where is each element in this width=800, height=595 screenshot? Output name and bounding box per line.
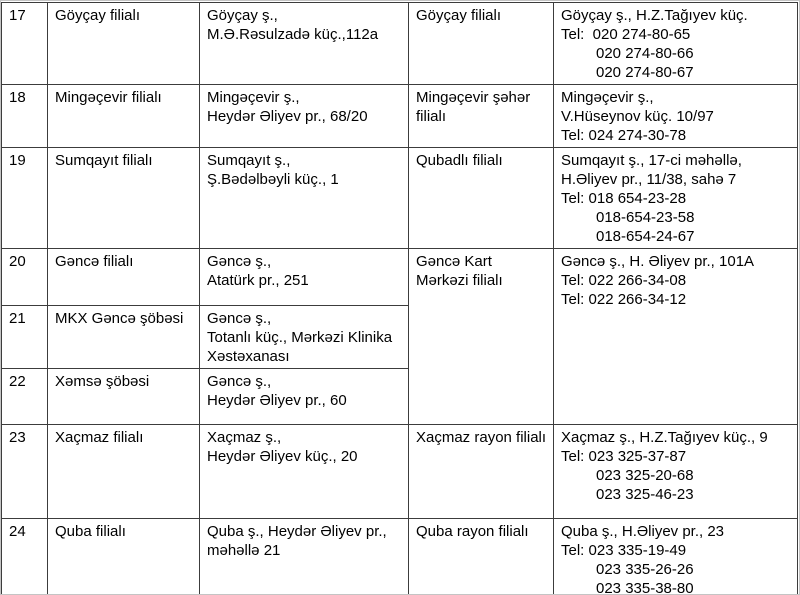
branch-name: Göyçay filialı [55, 7, 141, 24]
branch-address-cell [200, 85, 409, 148]
table-row [2, 249, 798, 306]
dept-branch-cell [409, 519, 554, 595]
tel-line: 018-654-23-58 [596, 209, 695, 226]
row-number-cell [2, 369, 48, 425]
tel-line: Tel: 018 654-23-28 [561, 190, 687, 207]
branch-address-cell [200, 519, 409, 595]
dept-contact-cell [554, 3, 798, 85]
table-row [2, 425, 798, 519]
table-row [2, 3, 798, 85]
address-line: Göyçay ş., [207, 7, 278, 24]
row-number-cell [2, 85, 48, 148]
tel-line: 023 335-26-26 [596, 561, 694, 578]
branch-name: Quba filialı [55, 523, 126, 540]
branch-directory-table [1, 2, 798, 595]
address-line: Heydər Əliyev küç., 20 [207, 448, 358, 465]
address-line: M.Ə.Rəsulzadə küç.,112a [207, 26, 379, 43]
address-line: Xaçmaz ş., [207, 429, 282, 446]
dept-branch-name: Xaçmaz rayon filialı [416, 429, 547, 446]
address-line: Gəncə ş., [207, 310, 272, 327]
row-number: 23 [9, 429, 26, 446]
address-line: məhəllə 21 [207, 542, 281, 559]
branch-name-cell [48, 519, 200, 595]
branch-name-cell [48, 249, 200, 306]
address-line: Quba ş., Heydər Əliyev pr., [207, 523, 387, 540]
row-number: 21 [9, 310, 26, 327]
row-number-cell [2, 3, 48, 85]
dept-branch-name: Göyçay filialı [416, 7, 502, 24]
dept-branch-name: Mərkəzi filialı [416, 272, 503, 289]
tel-line: Tel: 022 266-34-08 [561, 272, 687, 289]
branch-name: Gəncə filialı [55, 253, 134, 270]
dept-branch-cell-merged [409, 249, 554, 425]
branch-address-cell [200, 306, 409, 369]
address-line: Sumqayıt ş., [207, 152, 291, 169]
branch-name-cell [48, 148, 200, 249]
address-line: Atatürk pr., 251 [207, 272, 309, 289]
branch-name: MKX Gəncə şöbəsi [55, 310, 184, 327]
contact-address-line: Mingəçevir ş., [561, 89, 654, 106]
contact-address-line: Quba ş., H.Əliyev pr., 23 [561, 523, 725, 540]
contact-address-line: Xaçmaz ş., H.Z.Tağıyev küç., 9 [561, 429, 768, 446]
row-number: 19 [9, 152, 26, 169]
row-number: 18 [9, 89, 26, 106]
contact-address-line: Gəncə ş., H. Əliyev pr., 101A [561, 253, 755, 270]
row-number-cell [2, 249, 48, 306]
address-line: Xəstəxanası [207, 348, 290, 365]
dept-contact-cell [554, 425, 798, 519]
branch-address-cell [200, 3, 409, 85]
branch-name: Xəmsə şöbəsi [55, 373, 150, 390]
row-number-cell [2, 425, 48, 519]
tel-line: 023 335-38-80 [596, 580, 694, 595]
tel-line: 020 274-80-66 [596, 45, 694, 62]
address-line: Heydər Əliyev pr., 60 [207, 392, 347, 409]
tel-line: Tel: 024 274-30-78 [561, 127, 687, 144]
row-number: 20 [9, 253, 26, 270]
address-line: Gəncə ş., [207, 253, 272, 270]
row-number: 17 [9, 7, 26, 24]
dept-contact-cell-merged [554, 249, 798, 425]
tel-line: Tel: 020 274-80-65 [561, 26, 691, 43]
branch-name-cell [48, 3, 200, 85]
dept-branch-cell [409, 85, 554, 148]
table-row [2, 85, 798, 148]
branch-address-cell [200, 369, 409, 425]
row-number-cell [2, 519, 48, 595]
tel-line: Tel: 023 325-37-87 [561, 448, 687, 465]
table-row [2, 148, 798, 249]
branch-address-cell [200, 148, 409, 249]
row-number-cell [2, 148, 48, 249]
dept-branch-name: Qubadlı filialı [416, 152, 503, 169]
branch-name-cell [48, 369, 200, 425]
branch-name-cell [48, 85, 200, 148]
address-line: Totanlı küç., Mərkəzi Klinika [207, 329, 393, 346]
dept-branch-name: Mingəçevir şəhər [416, 89, 531, 106]
address-line: Mingəçevir ş., [207, 89, 300, 106]
tel-line: Tel: 022 266-34-12 [561, 291, 687, 308]
branch-name-cell [48, 425, 200, 519]
row-number-cell [2, 306, 48, 369]
dept-branch-cell [409, 148, 554, 249]
dept-branch-name: Quba rayon filialı [416, 523, 529, 540]
dept-branch-name: filialı [416, 108, 447, 125]
dept-branch-cell [409, 425, 554, 519]
address-line: Heydər Əliyev pr., 68/20 [207, 108, 368, 125]
contact-address-line: Sumqayıt ş., 17-ci məhəllə, [561, 152, 742, 169]
tel-line: 018-654-24-67 [596, 228, 695, 245]
dept-contact-cell [554, 85, 798, 148]
branch-address-cell [200, 425, 409, 519]
contact-address-line: Göyçay ş., H.Z.Tağıyev küç. [561, 7, 748, 24]
branch-name: Xaçmaz filialı [55, 429, 144, 446]
contact-address-line: V.Hüseynov küç. 10/97 [561, 108, 714, 125]
row-number: 22 [9, 373, 26, 390]
table-row [2, 519, 798, 595]
contact-address-line: H.Əliyev pr., 11/38, sahə 7 [561, 171, 737, 188]
row-number: 24 [9, 523, 26, 540]
dept-branch-name: Gəncə Kart [416, 253, 492, 270]
dept-branch-cell [409, 3, 554, 85]
tel-line: Tel: 023 335-19-49 [561, 542, 687, 559]
tel-line: 023 325-46-23 [596, 486, 694, 503]
tel-line: 023 325-20-68 [596, 467, 694, 484]
address-line: Gəncə ş., [207, 373, 272, 390]
branch-name: Sumqayıt filialı [55, 152, 153, 169]
dept-contact-cell [554, 148, 798, 249]
dept-contact-cell [554, 519, 798, 595]
branch-name-cell [48, 306, 200, 369]
branch-name: Mingəçevir filialı [55, 89, 162, 106]
tel-line: 020 274-80-67 [596, 64, 694, 81]
address-line: Ş.Bədəlbəyli küç., 1 [207, 171, 339, 188]
branch-address-cell [200, 249, 409, 306]
